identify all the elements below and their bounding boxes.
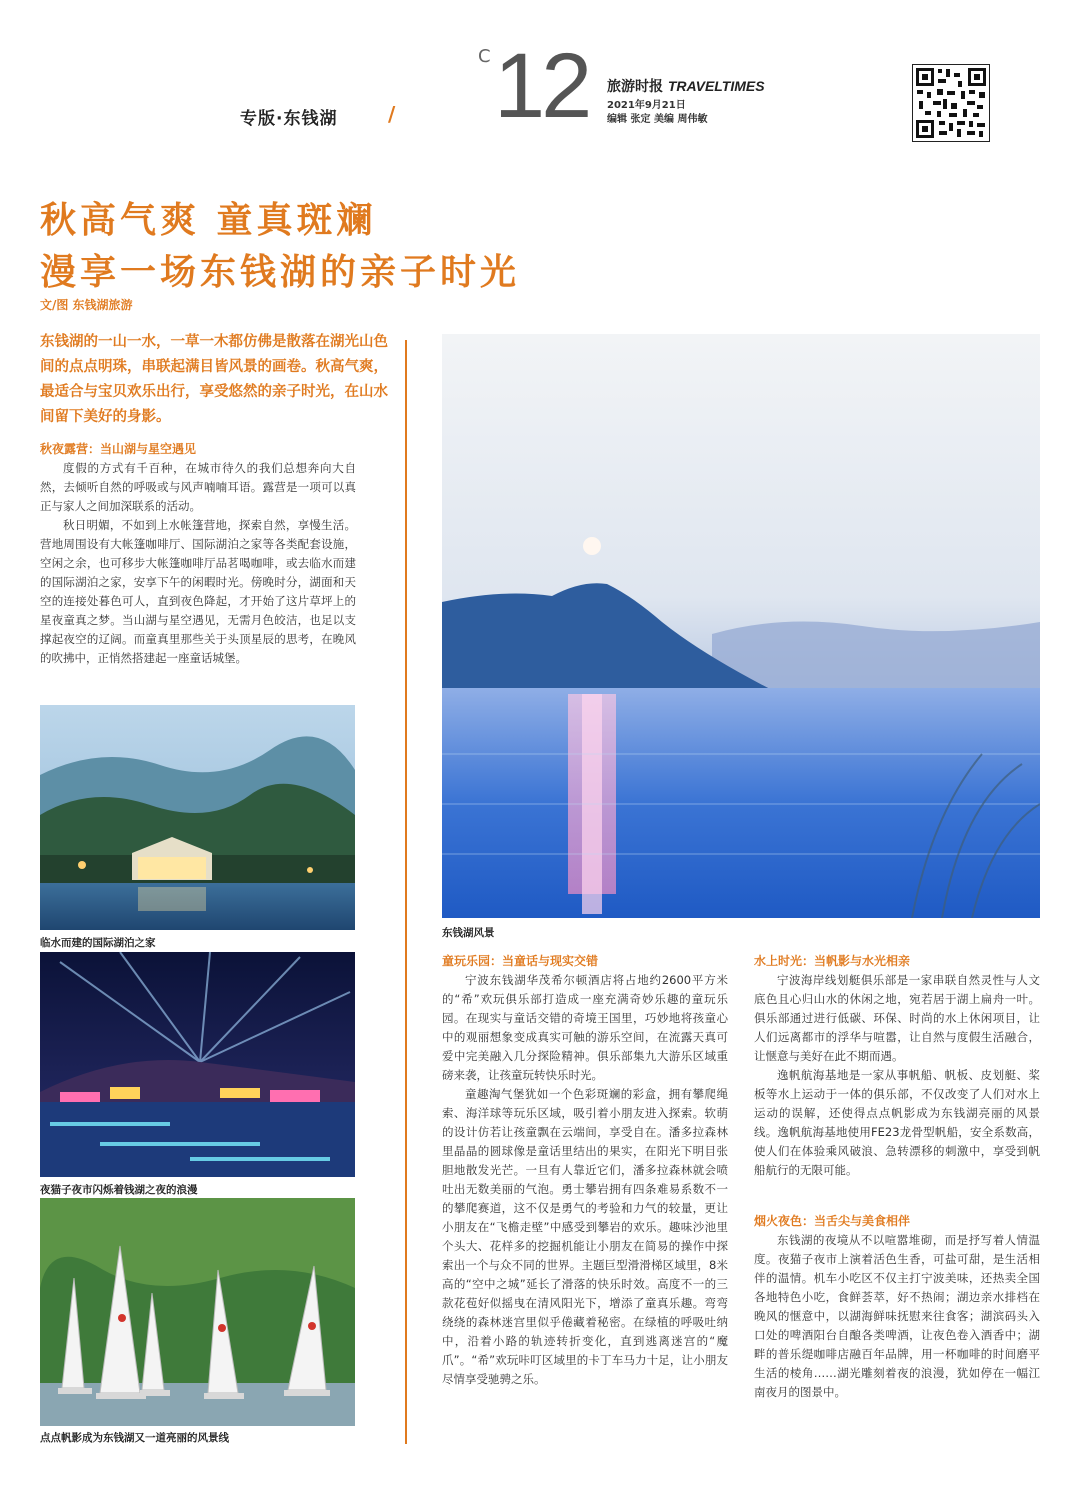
paragraph: 东钱湖的夜境从不以喧嚣堆砌，而是抒写着人情温度。夜猫子夜市上演着活色生香，可盐可甜，是生活相伴的温情。机车小吃区不仅主打宁波美味，还热卖全国各地特色小吃，食鲜荟萃，好不热闹；湖边亲水排档在晚风的惬意中，以湖海鲜味抚慰来往食客；湖滨码头入口处的啤酒阳台自酿各类啤酒，让夜色卷入酒香中；湖畔的普乐缇咖啡店融百年品牌，用一杯咖啡的时间磨平生活的棱角……湖光雕刻着夜的浪漫，犹如停在一幅江南夜月的图景中。 bbox=[754, 1233, 1040, 1399]
section-title-water: 水上时光：当帆影与水光相亲 bbox=[754, 954, 911, 968]
caption-sunset: 东钱湖风景 bbox=[442, 927, 495, 939]
section-body-water bbox=[754, 971, 1040, 1180]
headline-line-1: 秋高气爽 童真斑斓 bbox=[40, 199, 377, 241]
caption-sailing: 点点帆影成为东钱湖又一道亮丽的风景线 bbox=[40, 1432, 229, 1444]
paragraph: 度假的方式有千百种，在城市待久的我们总想奔向大自然，去倾听自然的呼吸或与风声喃喃耳语。露营是一项可以真正与家人之间加深联系的活动。 bbox=[40, 461, 356, 513]
caption-night-market: 夜猫子夜市闪烁着钱湖之夜的浪漫 bbox=[40, 1184, 198, 1196]
section-title-playground: 童玩乐园：当童话与现实交错 bbox=[442, 954, 599, 968]
paragraph: 宁波东钱湖华茂希尔顿酒店将占地约2600平方米的“希”欢玩俱乐部打造成一座充满奇妙乐趣的童玩乐园。在现实与童话交错的奇境王国里，巧妙地将孩童心中的观丽想象变成真实可触的游乐空间，在流露天真可爱中完美融入几分探险精神。俱乐部集九大游乐区域重磅来袭，让孩童玩转快乐时光。 bbox=[442, 973, 728, 1082]
byline: 文/图 东钱湖旅游 bbox=[40, 298, 133, 312]
lead-paragraph: 东钱湖的一山一水，一草一木都仿佛是散落在湖光山色间的点点明珠，串联起满目皆风景的画卷。秋高气爽，最适合与宝贝欢乐出行，享受悠然的亲子时光，在山水间留下美好的身影。 bbox=[40, 334, 388, 425]
section-body-playground bbox=[442, 971, 728, 1389]
section-body-camping bbox=[40, 459, 356, 668]
paper-name-cn: 旅游时报 bbox=[607, 79, 663, 95]
page-prefix: C bbox=[478, 46, 491, 67]
section-label: 专版·东钱湖 bbox=[240, 109, 338, 129]
paragraph: 童趣淘气堡犹如一个色彩斑斓的彩盒，拥有攀爬绳索、海洋球等玩乐区域，吸引着小朋友进入探索。软萌的设计仿若让孩童飘在云端间，享受自在。潘多拉森林里晶晶的圆球像是童话里结出的果实，在阳光下明目张胆地散发光芒。一旦有人靠近它们，潘多拉森林就会喷吐出无数美丽的气泡。勇士攀岩拥有四条难易系数不一的攀爬赛道，这不仅是勇气的考验和力气的较量，更让小朋友在“飞檐走壁”中感受到攀岩的欢乐。趣味沙池里个头大、花样多的挖掘机能让小朋友在简易的操作中探索出一个与众不同的世界。主题巨型滑滑梯区域里，8米高的“空中之城”延长了滑落的快乐时效。高度不一的三款花苞好似摇曳在清风阳光下，增添了童真乐趣。弯弯绕绕的森林迷宫里似乎倦藏着秘密。在绿植的呼吸吐纳中，沿着小路的轨迹转折变化，直到逃离迷宫的“魔爪”。“希”欢玩咔叮区域里的卡丁车马力十足，让小朋友尽情享受驰骋之乐。 bbox=[442, 1087, 728, 1386]
paper-staff: 编辑 张定 美编 周伟敏 bbox=[607, 114, 708, 125]
headline-line-2: 漫享一场东钱湖的亲子时光 bbox=[40, 251, 521, 293]
paragraph: 秋日明媚，不如到上水帐篷营地，探索自然，享慢生活。营地周围设有大帐篷咖啡厅、国际湖泊之家等各类配套设施，空闲之余，也可移步大帐篷咖啡厅品茗喝咖啡，或去临水而建的国际湖泊之家，安享下午的闲暇时光。傍晚时分，湖面和天空的连接处暮色可人，直到夜色降起，才开始了这片草坪上的星夜童真之梦。当山湖与星空遇见，无需月色皎洁，也足以支撑起夜空的辽阔。而童真里那些关于头顶星辰的思考，在晚风的吹拂中，正悄然搭建起一座童话城堡。 bbox=[40, 518, 356, 665]
photo-lake-house bbox=[40, 705, 355, 930]
paper-name-en: TRAVELTIMES bbox=[667, 78, 765, 94]
section-title-camping: 秋夜露营：当山湖与星空遇见 bbox=[40, 442, 197, 456]
paragraph: 逸帆航海基地是一家从事帆船、帆板、皮划艇、桨板等水上运动于一体的俱乐部，不仅改变了人们对水上运动的误解，还使得点点帆影成为东钱湖亮丽的风景线。逸帆航海基地使用FE23龙骨型帆船，安全系数高，使人们在体验乘风破浪、急转漂移的刺激中，享受到帆船航行的无限可能。 bbox=[754, 1068, 1040, 1177]
column-divider bbox=[405, 340, 407, 1444]
paper-name bbox=[607, 76, 765, 96]
page-number: 12 bbox=[494, 35, 589, 137]
qr-code-icon[interactable] bbox=[912, 64, 990, 142]
section-title-night: 烟火夜色：当舌尖与美食相伴 bbox=[754, 1214, 911, 1228]
photo-lake-sunset bbox=[442, 334, 1040, 918]
paper-date: 2021年9月21日 bbox=[607, 100, 686, 111]
photo-sailing bbox=[40, 1198, 355, 1426]
paragraph: 宁波海岸线划艇俱乐部是一家串联自然灵性与人文底色且心归山水的休闲之地，宛若居于湖上扁舟一叶。俱乐部通过进行低碳、环保、时尚的水上休闲项目，让人们远离都市的浮华与喧嚣，让自然与度假生活融合，让惬意与美好在此不期而遇。 bbox=[754, 973, 1040, 1063]
section-body-night bbox=[754, 1231, 1040, 1402]
section-slash: / bbox=[388, 102, 396, 126]
caption-lake-house: 临水而建的国际湖泊之家 bbox=[40, 937, 156, 949]
photo-night-market bbox=[40, 952, 355, 1177]
